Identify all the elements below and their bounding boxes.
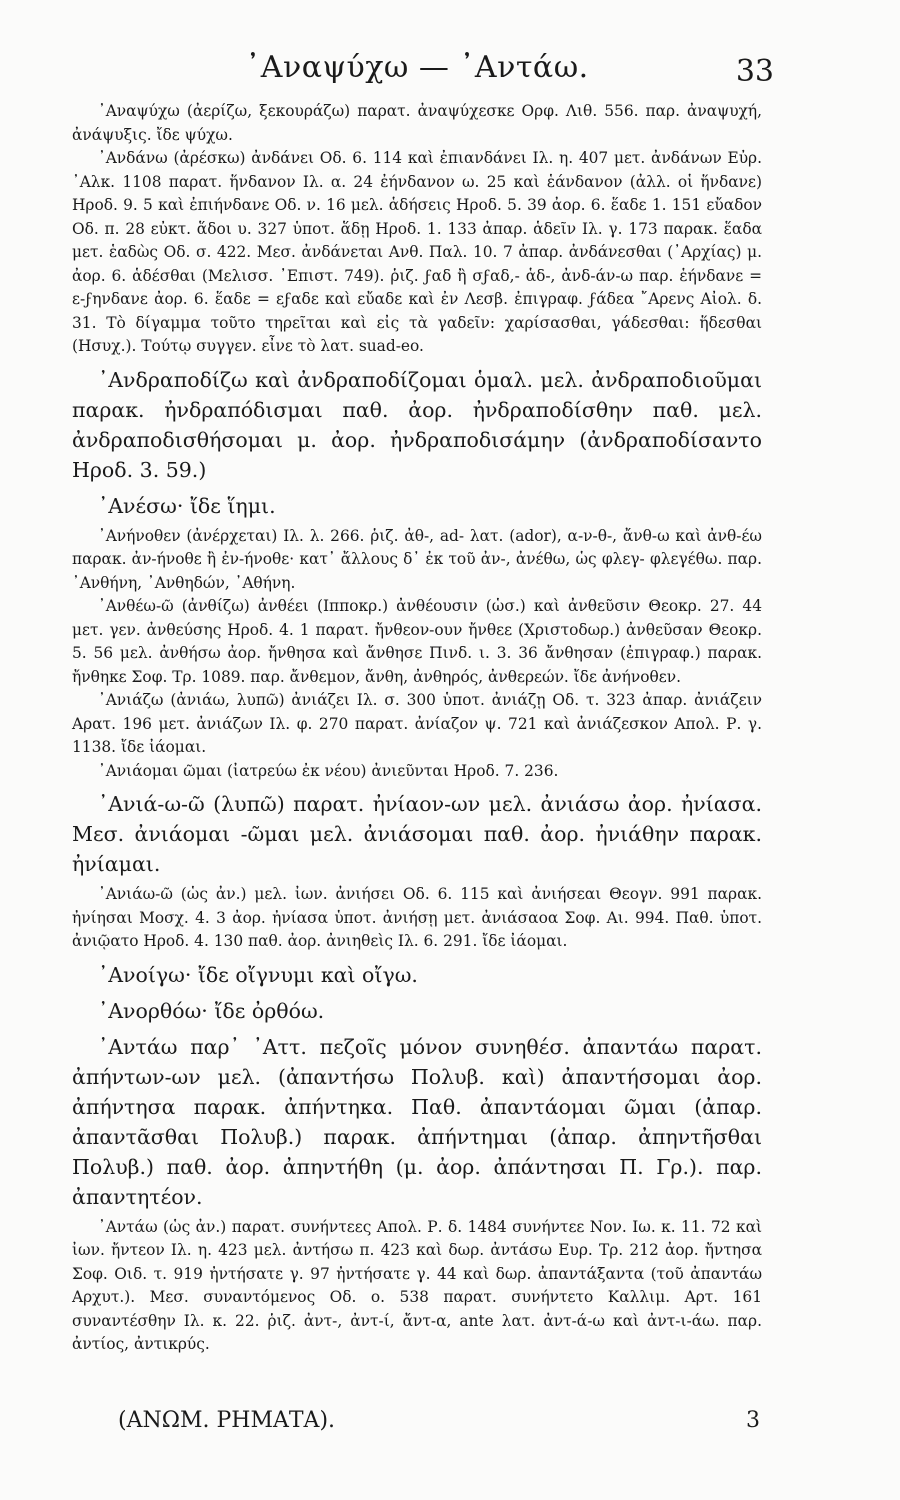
entry-text: ᾿Ανέσω· ἴδε ἵημι. [98,493,276,518]
entry-text: ᾿Ανδραποδίζω καὶ ἀνδραποδίζομαι ὁμαλ. μελ. ἀνδραποδιοῦμαι παρακ. ἠνδραπόδισμαι παθ. ἀορ. ἠνδραποδίσθην παθ. μελ. ἀνδραποδισθήσομαι μ. ἀορ. ἠνδραποδισάμην (ἀνδραποδίσαντο Ηροδ. 3. 59.) [72,367,762,482]
dictionary-entry [72,789,762,879]
entry-text: ᾿Αναψύχω (ἀερίζω, ξεκουράζω) παρατ. ἀναψύχεσκε Ορφ. Λιθ. 556. παρ. ἀναψυχή, ἀνάψυξις. ἴδε ψύχω. [72,102,762,144]
entry-text: ᾿Ανιά-ω-ῶ (λυπῶ) παρατ. ἠνίαον-ων μελ. ἀνιάσω ἀορ. ἠνίασα. Μεσ. ἀνιάομαι -ῶμαι μελ. ἀνιάσομαι παθ. ἀορ. ἠνιάθην παρακ. ἠνίαμαι. [72,792,762,876]
page-footer [118,1408,760,1448]
dictionary-entry [72,689,762,760]
dictionary-entry [72,595,762,689]
page-title: ᾿Αναψύχω — ᾿Αντάω. [245,50,589,85]
entry-text: ᾿Ανορθόω· ἴδε ὀρθόω. [98,998,325,1023]
entry-text: ᾿Ανοίγω· ἴδε οἴγνυμι καὶ οἴγω. [98,962,418,987]
dictionary-entry [72,883,762,954]
entry-list [72,100,762,1357]
dictionary-entry [72,1216,762,1357]
entry-text: ᾿Αντάω παρ᾿ ᾿Αττ. πεζοῖς μόνον συνηθέσ. ἀπαντάω παρατ. ἀπήντων-ων μελ. (ἀπαντήσω Πολυβ. καὶ) ἀπαντήσομαι ἀορ. ἀπήντησα παρακ. ἀπήντηκα. Παθ. ἀπαντάομαι ῶμαι (ἀπαρ. ἀπαντᾶσθαι Πολυβ.) παρακ. ἀπήντημαι (ἀπαρ. ἀπηντῆσθαι Πολυβ.) παθ. ἀορ. ἀπηντήθη (μ. ἀορ. ἀπάντησαι Π. Γρ.). παρ. ἀπαντητέον. [72,1034,762,1209]
entry-text: ᾿Ανιάω-ῶ (ὡς ἀν.) μελ. ἰων. ἀνιήσει Οδ. 6. 115 καὶ ἀνιήσεαι Θεογν. 991 παρακ. ἠνίησαι Μοσχ. 4. 3 ἀορ. ἠνίασα ὑποτ. ἀνιήσῃ μετ. ἀνιάσαοα Σοφ. Αι. 994. Παθ. ὑποτ. ἀνιῷατο Ηροδ. 4. 130 παθ. ἀορ. ἀνιηθεὶς Ιλ. 6. 291. ἴδε ἰάομαι. [72,885,762,950]
page-number: 33 [735,54,774,89]
dictionary-entry [72,960,762,990]
entry-text: ᾿Αντάω (ὡς ἀν.) παρατ. συνήντεες Απολ. Ρ. δ. 1484 συνήντεε Νον. Ιω. κ. 11. 72 καὶ ἰων. ἤντεον Ιλ. η. 423 μελ. ἀντήσω π. 423 καὶ δωρ. ἀντάσω Ευρ. Τρ. 212 ἀορ. ἤντησα Σοφ. Οιδ. τ. 919 ἠντήσατε γ. 97 ἠντήσατε γ. 44 καὶ δωρ. ἀπαντάξαντα (τοῦ ἀπαντάω Αρχυτ.). Μεσ. συναντόμενος Οδ. ο. 538 παρατ. συνήντετο Καλλιμ. Αρτ. 161 συναντέσθην Ιλ. κ. 22. ῥιζ. ἀντ-, ἀντ-ί, ἄντ-α, ante λατ. ἀντ-ά-ω καὶ ἀντ-ι-άω. παρ. ἀντίος, ἀντικρύς. [72,1217,762,1353]
dictionary-entry [72,491,762,521]
dictionary-page [72,40,774,1357]
dictionary-entry [72,760,762,784]
dictionary-entry [72,100,762,147]
signature-mark: (ΑΝΩΜ. ΡΗΜΑΤΑ). [118,1408,336,1433]
dictionary-entry [72,996,762,1026]
entry-text: ᾿Ανδάνω (ἀρέσκω) ἀνδάνει Οδ. 6. 114 καὶ ἐπιανδάνει Ιλ. η. 407 μετ. ἀνδάνων Εὐρ. ᾿Αλκ. 1108 παρατ. ἥνδανον Ιλ. α. 24 ἐήνδανον ω. 25 καὶ ἑάνδανον (ἀλλ. οἱ ἥνδανε) Ηροδ. 9. 5 καὶ ἐπιήνδανε Οδ. ν. 16 μελ. ἁδήσεις Ηροδ. 5. 39 ἀορ. 6. ἕαδε 1. 151 εὔαδον Οδ. π. 28 εὐκτ. ἅδοι υ. 327 ὑποτ. ἅδῃ Ηροδ. 1. 133 ἀπαρ. ἁδεῖν Ιλ. γ. 173 παρακ. ἕαδα μετ. ἑαδὼς Οδ. σ. 422. Μεσ. ἀνδάνεται Ανθ. Παλ. 10. 7 ἀπαρ. ἀνδάνεσθαι (᾿Αρχίας) μ. ἀορ. 6. ἁδέσθαι (Μελισσ. ᾿Επιστ. 749). ῥιζ. ϝαδ ἢ σϝαδ,- ἁδ-, ἀνδ-άν-ω παρ. ἑήνδανε = ε-ϝηνδανε ἀορ. 6. ἕαδε = εϝαδε καὶ εὔαδε καὶ ἐν Λεσβ. ἐπιγραφ. ϝάδεα ῎Αρενς Αἰολ. δ. 31. Τὸ δίγαμμα τοῦτο τηρεῖται καὶ εἰς τὰ γαδεῖν: χαρίσασθαι, γάδεσθαι: ἥδεσθαι (Ησυχ.). Τούτῳ συγγεν. εἶνε τὸ λατ. suad-eo. [72,149,762,355]
sheet-number: 3 [746,1408,760,1433]
entry-text: ᾿Ανήνοθεν (ἀνέρχεται) Ιλ. λ. 266. ῥιζ. ἀθ-, ad- λατ. (ador), α-ν-θ-, ἄνθ-ω καὶ ἀνθ-έω παρακ. ἀν-ήνοθε ἢ ἐν-ήνοθε· κατ᾿ ἄλλους δ᾿ ἐκ τοῦ ἀν-, ἀνέθω, ὡς φλεγ- φλεγέθω. παρ. ᾿Ανθήνη, ᾿Ανθηδών, ᾿Αθήνη. [72,526,762,592]
dictionary-entry [72,1032,762,1212]
dictionary-entry [72,525,762,596]
dictionary-entry [72,365,762,485]
running-header [72,40,774,100]
entry-text: ᾿Ανθέω-ῶ (ἀνθίζω) ἀνθέει (Ιπποκρ.) ἀνθέουσιν (ὡσ.) καὶ ἀνθεῦσιν Θεοκρ. 27. 44 μετ. γεν. ἀνθεύσης Ηροδ. 4. 1 παρατ. ἤνθεον-ουν ἤνθεε (Χριστοδωρ.) ἀνθεῦσαν Θεοκρ. 5. 56 μελ. ἀνθήσω ἀορ. ἤνθησα καὶ ἄνθησε Πινδ. ι. 3. 36 ἄνθησαν (ἐπιγραφ.) παρακ. ἤνθηκε Σοφ. Τρ. 1089. παρ. ἄνθεμον, ἄνθη, ἀνθηρός, ἀνθερεών. ἴδε ἀνήνοθεν. [72,597,762,686]
dictionary-entry [72,147,762,359]
entry-text: ᾿Ανιάομαι ῶμαι (ἰατρεύω ἐκ νέου) ἀνιεῦνται Ηροδ. 7. 236. [98,761,559,780]
entry-text: ᾿Ανιάζω (ἀνιάω, λυπῶ) ἀνιάζει Ιλ. σ. 300 ὑποτ. ἀνιάζῃ Οδ. τ. 323 ἀπαρ. ἀνιάζειν Αρατ. 196 μετ. ἀνιάζων Ιλ. φ. 270 παρατ. ἀνίαζον ψ. 721 καὶ ἀνιάζεσκον Απολ. Ρ. γ. 1138. ἴδε ἰάομαι. [72,691,762,756]
